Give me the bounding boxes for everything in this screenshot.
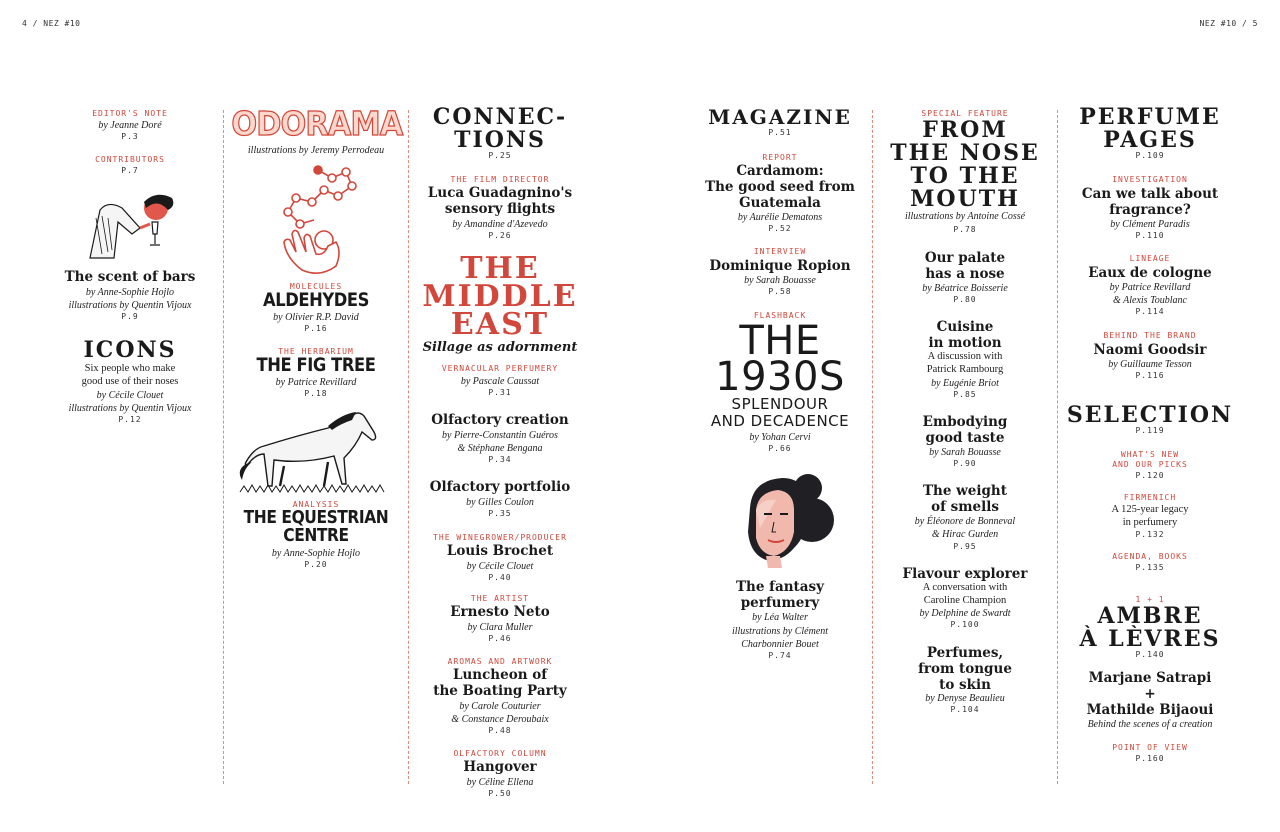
article-title: The good seed from xyxy=(705,179,855,195)
page-ref: P.16 xyxy=(304,324,328,333)
feature-title: MOUTH xyxy=(910,186,1020,212)
page-ref: P.7 xyxy=(121,166,139,175)
article-title: Cuisine xyxy=(936,319,994,335)
section-label: OLFACTORY COLUMN xyxy=(453,749,547,758)
illustration-credit: illustrations by Clément xyxy=(731,626,829,637)
byline: by Patrice Revillard xyxy=(275,377,357,388)
standfirst: good use of their noses xyxy=(81,376,179,387)
column-divider xyxy=(872,110,873,784)
article-title: sensory flights xyxy=(444,201,556,217)
page-ref: P.74 xyxy=(768,651,792,660)
horse-illustration xyxy=(224,406,408,498)
section-title: PAGES xyxy=(1103,127,1197,153)
article-title: Flavour explorer xyxy=(902,566,1028,582)
page-ref: P.12 xyxy=(118,415,142,424)
standfirst: in perfumery xyxy=(1122,517,1178,528)
article-title: Hangover xyxy=(463,759,537,775)
standfirst: Caroline Champion xyxy=(923,595,1007,606)
page-ref: P.66 xyxy=(768,444,792,453)
page-ref: P.51 xyxy=(768,128,792,137)
article-title: ALDEHYDES xyxy=(263,289,369,311)
byline: by Anne-Sophie Hojlo xyxy=(85,287,175,298)
section-label: LINEAGE xyxy=(1129,254,1171,263)
section-label: AGENDA, BOOKS xyxy=(1112,552,1188,561)
section-label: THE WINEGROWER/PRODUCER xyxy=(433,533,567,542)
byline: by Carole Couturier xyxy=(459,701,541,712)
section-label: BEHIND THE BRAND xyxy=(1103,331,1197,340)
illustration-credit: illustrations by Antoine Cossé xyxy=(904,211,1026,222)
section-label: ANALYSIS xyxy=(292,500,340,509)
woman-portrait-illustration xyxy=(690,470,870,570)
column-divider xyxy=(408,110,409,784)
page-ref: P.58 xyxy=(768,287,792,296)
feature-subtitle: AND DECADENCE xyxy=(710,412,850,430)
byline: by Denyse Beaulieu xyxy=(925,693,1005,704)
article-title: CENTRE xyxy=(283,525,349,546)
article-title: Mathilde Bijaoui xyxy=(1086,702,1214,718)
page-ref: P.3 xyxy=(121,132,139,141)
page-ref: P.25 xyxy=(488,151,512,160)
byline: by Clément Paradis xyxy=(1110,219,1190,230)
page-ref: P.135 xyxy=(1135,563,1165,572)
article-title: Olfactory creation xyxy=(431,412,569,428)
page-ref: P.31 xyxy=(488,388,512,397)
article-title: in motion xyxy=(928,335,1002,351)
article-title: has a nose xyxy=(925,266,1005,282)
article-title: THE FIG TREE xyxy=(256,354,376,376)
section-label: SPECIAL FEATURE xyxy=(921,109,1009,118)
page-ref: P.80 xyxy=(953,295,977,304)
feature-title: THE xyxy=(739,318,821,364)
page-ref: P.50 xyxy=(488,789,512,798)
page-ref: P.40 xyxy=(488,573,512,582)
page-ref: P.116 xyxy=(1135,371,1165,380)
byline: by Céline Ellena xyxy=(466,777,534,788)
article-title: Our palate xyxy=(924,250,1006,266)
article-title: from tongue xyxy=(918,661,1012,677)
byline: by Anne-Sophie Hojlo xyxy=(271,548,361,559)
section-label: WHAT'S NEW xyxy=(1120,450,1180,459)
section-label: REPORT xyxy=(762,153,798,162)
byline: & Constance Deroubaix xyxy=(451,714,549,725)
feature-title: À LÈVRES xyxy=(1079,626,1221,652)
byline: by Gilles Coulon xyxy=(466,497,534,508)
article-title: Luncheon of xyxy=(452,667,548,683)
byline: by Cécile Clouet xyxy=(96,390,164,401)
page-ref: P.100 xyxy=(950,620,980,629)
page-ref: P.120 xyxy=(1135,471,1165,480)
byline: by Éléonore de Bonneval xyxy=(914,516,1016,527)
section-title: ODORAMA xyxy=(231,104,403,143)
article-title: perfumery xyxy=(740,595,820,611)
feature-title: THE xyxy=(460,251,540,286)
section-title: PERFUME xyxy=(1079,104,1221,130)
article-title: of smells xyxy=(931,499,999,515)
article-title: Naomi Goodsir xyxy=(1093,342,1207,358)
feature-title: EAST xyxy=(450,307,550,342)
section-title: TIONS xyxy=(454,127,546,153)
page-ref: P.90 xyxy=(953,459,977,468)
section-title: SELECTION xyxy=(1066,402,1234,428)
byline: by Béatrice Boisserie xyxy=(922,283,1008,294)
byline: by Léa Walter xyxy=(752,612,808,623)
illustration-credit: Charbonnier Bouet xyxy=(741,639,819,650)
molecule-hand-illustration xyxy=(224,162,408,280)
standfirst: Patrick Rambourg xyxy=(926,364,1004,375)
section-label: POINT OF VIEW xyxy=(1112,743,1188,752)
byline: by Eugénie Briot xyxy=(931,378,999,389)
feature-title: AMBRE xyxy=(1097,603,1203,629)
article-title: Eaux de cologne xyxy=(1088,265,1212,281)
article-title: fragrance? xyxy=(1109,202,1191,218)
page-ref: P.109 xyxy=(1135,151,1165,160)
column-divider xyxy=(1057,110,1058,784)
section-label: AROMAS AND ARTWORK xyxy=(447,657,553,666)
feature-title: THE NOSE xyxy=(890,140,1040,166)
section-label: INVESTIGATION xyxy=(1112,175,1188,184)
page-ref: P.46 xyxy=(488,634,512,643)
article-title: Guatemala xyxy=(739,195,821,211)
page-number-right: NEZ #10 / 5 xyxy=(1199,19,1258,28)
page-ref: P.52 xyxy=(768,224,792,233)
byline: by Pascale Caussat xyxy=(460,376,540,387)
standfirst: A 125-year legacy xyxy=(1111,504,1189,515)
byline: by Delphine de Swardt xyxy=(919,608,1011,619)
page-ref: P.160 xyxy=(1135,754,1165,763)
page-ref: P.20 xyxy=(304,560,328,569)
section-label: THE HERBARIUM xyxy=(278,347,354,356)
section-title: CONNEC- xyxy=(432,104,568,130)
section-label: INTERVIEW xyxy=(753,247,807,256)
illustration-credit: illustrations by Jeremy Perrodeau xyxy=(247,145,385,156)
article-title: THE EQUESTRIAN xyxy=(243,507,389,528)
bar-drinker-illustration xyxy=(40,188,220,264)
byline: by Sarah Bouasse xyxy=(929,447,1001,458)
section-label: FLASHBACK xyxy=(753,311,807,320)
byline: by Olivier R.P. David xyxy=(273,312,359,323)
article-title: Perfumes, xyxy=(926,645,1004,661)
standfirst: A discussion with xyxy=(927,351,1003,362)
article-title: Luca Guadagnino's xyxy=(427,185,573,201)
feature-title: TO THE xyxy=(910,163,1020,189)
section-label: AND OUR PICKS xyxy=(1112,460,1188,469)
article-title: good taste xyxy=(925,430,1005,446)
page-ref: P.48 xyxy=(488,726,512,735)
section-label: CONTRIBUTORS xyxy=(95,155,165,164)
section-label: FIRMENICH xyxy=(1123,493,1177,502)
article-title: Can we talk about xyxy=(1081,186,1219,202)
page-ref: P.9 xyxy=(121,312,139,321)
page-ref: P.95 xyxy=(953,542,977,551)
article-title: Ernesto Neto xyxy=(450,604,550,620)
page-ref: P.132 xyxy=(1135,530,1165,539)
byline: by Pierre-Constantin Guéros xyxy=(442,430,558,441)
byline: by Guillaume Tesson xyxy=(1108,359,1192,370)
section-label: EDITOR'S NOTE xyxy=(92,109,168,118)
article-title: Louis Brochet xyxy=(446,543,554,559)
byline: & Alexis Toublanc xyxy=(1113,295,1187,306)
article-title: Cardamom: xyxy=(736,163,824,179)
feature-title: MIDDLE xyxy=(422,279,578,314)
article-title: Marjane Satrapi xyxy=(1088,670,1212,686)
article-title: + xyxy=(1144,686,1156,702)
byline: by Yohan Cervi xyxy=(749,432,811,443)
byline: by Clara Muller xyxy=(467,622,533,633)
feature-title: 1930S xyxy=(715,354,845,400)
page-ref: P.119 xyxy=(1135,426,1165,435)
article-title: Embodying xyxy=(922,414,1008,430)
section-label: THE FILM DIRECTOR xyxy=(450,175,550,184)
byline: & Stéphane Bengana xyxy=(457,443,543,454)
article-title: Olfactory portfolio xyxy=(429,479,571,495)
byline: by Patrice Revillard xyxy=(1109,282,1191,293)
page-ref: P.140 xyxy=(1135,650,1165,659)
page-ref: P.18 xyxy=(304,389,328,398)
page-ref: P.26 xyxy=(488,231,512,240)
illustration-credit: illustrations by Quentin Vijoux xyxy=(68,403,192,414)
standfirst: Behind the scenes of a creation xyxy=(1087,719,1213,730)
section-label: VERNACULAR PERFUMERY xyxy=(441,364,559,373)
page-ref: P.78 xyxy=(953,225,977,234)
article-title: The weight xyxy=(923,483,1007,499)
page-ref: P.110 xyxy=(1135,231,1165,240)
byline: by Jeanne Doré xyxy=(98,120,162,131)
feature-subtitle: SPLENDOUR xyxy=(731,395,829,413)
standfirst: A conversation with xyxy=(922,582,1008,593)
byline: by Sarah Bouasse xyxy=(744,275,816,286)
article-title: the Boating Party xyxy=(433,683,567,699)
feature-subtitle: Sillage as adornment xyxy=(422,340,578,355)
section-label: THE ARTIST xyxy=(470,594,530,603)
page-ref: P.104 xyxy=(950,705,980,714)
byline: & Hirac Gurden xyxy=(931,529,999,540)
byline: by Cécile Clouet xyxy=(466,561,534,572)
byline: by Amandine d'Azevedo xyxy=(452,219,548,230)
section-title: ICONS xyxy=(83,337,177,363)
page-number-left: 4 / NEZ #10 xyxy=(22,19,81,28)
section-label: MOLECULES xyxy=(289,282,343,291)
section-label: 1 + 1 xyxy=(1135,595,1165,604)
article-title: Dominique Ropion xyxy=(709,258,851,274)
page-ref: P.35 xyxy=(488,509,512,518)
article-title: to skin xyxy=(939,677,991,693)
article-title: The fantasy xyxy=(736,579,824,595)
page-ref: P.85 xyxy=(953,390,977,399)
article-title: The scent of bars xyxy=(64,269,196,285)
page-ref: P.34 xyxy=(488,455,512,464)
feature-title: FROM xyxy=(922,117,1008,143)
byline: by Aurélie Dematons xyxy=(737,212,823,223)
illustration-credit: illustrations by Quentin Vijoux xyxy=(68,300,192,311)
section-title: MAGAZINE xyxy=(708,105,852,129)
page-ref: P.114 xyxy=(1135,307,1165,316)
standfirst: Six people who make xyxy=(84,363,176,374)
